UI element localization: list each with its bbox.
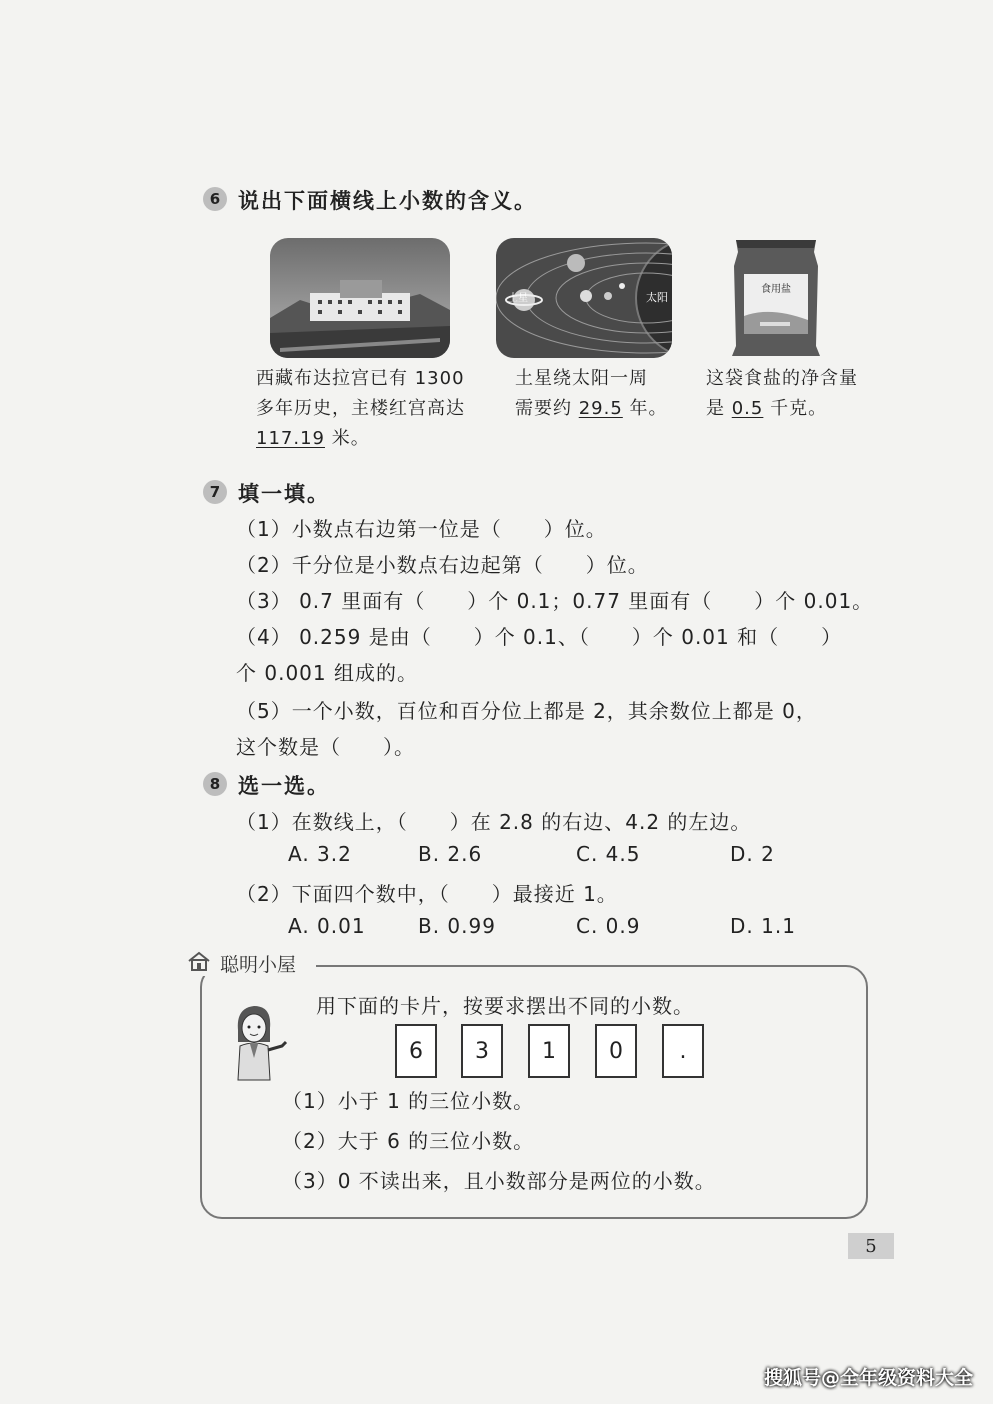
page-number: 5	[848, 1233, 894, 1259]
caption-text: 是	[706, 398, 732, 419]
question-number-6: 6	[203, 187, 227, 211]
caption-salt	[706, 364, 858, 424]
underlined-decimal: 117.19	[256, 428, 325, 449]
caption-text: 需要约	[515, 398, 579, 419]
q7-item-4: （4） 0.259 是由（ ）个 0.1、（ ）个 0.01 和（ ）	[236, 625, 843, 649]
caption-potala-line-3	[256, 424, 465, 454]
q7-item-4-cont: 个 0.001 组成的。	[236, 661, 418, 685]
caption-potala-line-2: 多年历史，主楼红宫高达	[256, 398, 465, 419]
question-8-title: 选一选。	[238, 774, 330, 798]
q8-item-1: （1）在数线上，（ ）在 2.8 的右边、4.2 的左边。	[236, 810, 752, 834]
smart-house-intro: 用下面的卡片，按要求摆出不同的小数。	[316, 994, 694, 1018]
watermark: 搜狐号@全年级资料大全	[763, 1367, 973, 1389]
caption-saturn-line-2	[515, 394, 668, 424]
smart-house-title: 聪明小屋	[220, 953, 297, 976]
caption-salt-line-1: 这袋食盐的净含量	[706, 368, 858, 389]
question-6-title: 说出下面横线上小数的含义。	[238, 189, 537, 213]
question-number-8: 8	[203, 772, 227, 796]
digit-card-1: 1	[528, 1024, 570, 1078]
question-7-title: 填一填。	[238, 482, 330, 506]
smart-item-1: （1）小于 1 的三位小数。	[282, 1089, 535, 1113]
salt-bag-image	[730, 236, 822, 358]
q8-2-option-a: A. 0.01	[288, 914, 366, 938]
caption-text: 千克。	[763, 398, 828, 419]
q8-2-option-d: D. 1.1	[730, 914, 796, 938]
smart-item-3: （3）0 不读出来，且小数部分是两位的小数。	[282, 1169, 716, 1193]
q8-1-option-a: A. 3.2	[288, 842, 352, 866]
solar-system-image	[496, 238, 672, 358]
caption-saturn	[515, 364, 668, 424]
digit-card-3: 3	[461, 1024, 503, 1078]
q7-item-5-cont: 这个数是（ ）。	[236, 735, 415, 759]
q8-1-option-d: D. 2	[730, 842, 775, 866]
q7-item-3: （3） 0.7 里面有（ ）个 0.1；0.77 里面有（ ）个 0.01。	[236, 589, 874, 613]
caption-saturn-line-1: 土星绕太阳一周	[515, 368, 648, 389]
question-number-7: 7	[203, 480, 227, 504]
house-icon	[186, 951, 212, 975]
underlined-decimal: 0.5	[731, 398, 764, 419]
q8-2-option-c: C. 0.9	[576, 914, 641, 938]
caption-salt-line-2	[706, 394, 858, 424]
underlined-decimal: 29.5	[578, 398, 623, 419]
q8-item-2: （2）下面四个数中，（ ）最接近 1。	[236, 882, 618, 906]
saturn-label: 土星	[508, 293, 528, 304]
caption-text: 米。	[324, 428, 370, 449]
digit-card-6: 6	[395, 1024, 437, 1078]
salt-bag-label: 食用盐	[761, 284, 791, 295]
caption-potala-line-1: 西藏布达拉宫已有 1300	[256, 368, 465, 389]
q8-2-option-b: B. 0.99	[418, 914, 496, 938]
caption-text: 年。	[622, 398, 668, 419]
girl-illustration	[226, 1002, 290, 1082]
q7-item-2: （2）千分位是小数点右边起第（ ）位。	[236, 553, 649, 577]
digit-card-0: 0	[595, 1024, 637, 1078]
decimal-point-card: .	[662, 1024, 704, 1078]
q7-item-5: （5）一个小数，百位和百分位上都是 2，其余数位上都是 0，	[236, 699, 817, 723]
q8-1-option-c: C. 4.5	[576, 842, 641, 866]
caption-potala	[256, 364, 465, 454]
smart-house-header	[186, 950, 316, 976]
q7-item-1: （1）小数点右边第一位是（ ）位。	[236, 517, 607, 541]
q8-1-option-b: B. 2.6	[418, 842, 483, 866]
sun-label: 太阳	[646, 291, 668, 304]
potala-palace-image	[270, 238, 450, 358]
smart-item-2: （2）大于 6 的三位小数。	[282, 1129, 535, 1153]
